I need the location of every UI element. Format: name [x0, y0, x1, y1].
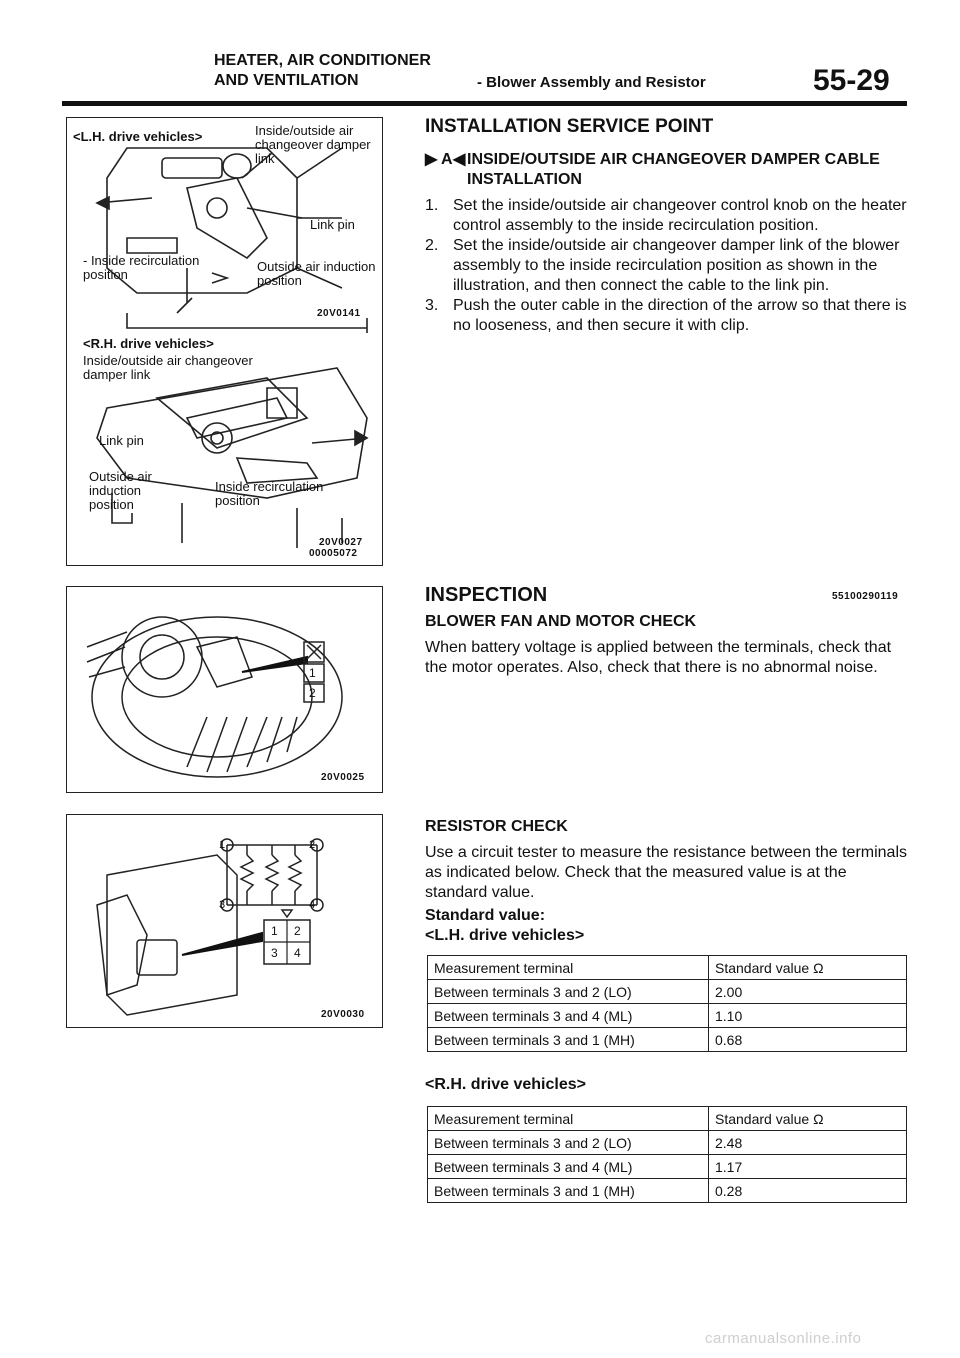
lh-resistance-table — [427, 955, 907, 1052]
figure-code: 00005072 — [309, 548, 358, 559]
terminal-cell: Between terminals 3 and 2 (LO) — [428, 1131, 709, 1155]
col-value-header: Standard value Ω — [709, 956, 907, 980]
blower-terminal-2: 2 — [309, 686, 316, 700]
rewind-icon: ◀ — [453, 151, 466, 168]
value-cell: 1.10 — [709, 1004, 907, 1028]
rh-figure-code: 20V0027 — [319, 537, 363, 548]
lh-inside-recirc-label: - Inside recirculation position — [83, 253, 200, 282]
installation-title: INSTALLATION SERVICE POINT — [425, 116, 714, 137]
installation-step-3: 3. Push the outer cable in the direction of the arrow so that there is no looseness, and then secure it with clip. — [425, 297, 907, 334]
section-title-line2: AND VENTILATION — [214, 72, 359, 89]
rh-outside-air-label: Outside air induction position — [89, 469, 152, 512]
lh-outside-air-label: Outside air induction position — [257, 259, 376, 288]
terminal-cell: Between terminals 3 and 4 (ML) — [428, 1004, 709, 1028]
rh-resistance-table — [427, 1106, 907, 1203]
lh-damper-link-label: Inside/outside air changeover damper link — [255, 123, 371, 166]
installation-subtitle-text: INSIDE/OUTSIDE AIR CHANGEOVER DAMPER CABLE INSTALLATION — [467, 151, 880, 188]
blower-check-text: When battery voltage is applied between the terminals, check that the motor operates. Also, check that there is no abnormal noise. — [425, 639, 892, 676]
col-terminal-header: Measurement terminal — [428, 956, 709, 980]
lh-drive-label: <L.H. drive vehicles> — [73, 129, 203, 144]
blower-motor-figure — [66, 586, 383, 793]
inspection-title: INSPECTION — [425, 584, 548, 606]
terminal-cell: Between terminals 3 and 1 (MH) — [428, 1179, 709, 1203]
resistor-pin-1: 1 — [271, 924, 278, 938]
resistor-node-1: 1 — [219, 839, 226, 851]
section-title: HEATER, AIR CONDITIONER — [214, 52, 431, 69]
rh-inside-recirc-label: Inside recirculation position — [215, 479, 324, 508]
table-row — [428, 980, 907, 1004]
resistor-figure — [66, 814, 383, 1028]
resistor-node-2: 2 — [309, 839, 316, 851]
blower-motor-drawing — [67, 587, 382, 792]
col-value-header: Standard value Ω — [709, 1107, 907, 1131]
rh-drive-label: <R.H. drive vehicles> — [83, 336, 214, 351]
resistor-pin-2: 2 — [294, 924, 301, 938]
resistor-pin-3: 3 — [271, 946, 278, 960]
table-row — [428, 1004, 907, 1028]
terminal-cell: Between terminals 3 and 4 (ML) — [428, 1155, 709, 1179]
value-cell: 1.17 — [709, 1155, 907, 1179]
blower-terminal-1: 1 — [309, 666, 316, 680]
inspection-code: 55100290119 — [832, 591, 899, 602]
installation-subtitle — [425, 150, 910, 190]
col-terminal-header: Measurement terminal — [428, 1107, 709, 1131]
resistor-pin-4: 4 — [294, 946, 301, 960]
subsection-title: - Blower Assembly and Resistor — [477, 74, 706, 91]
value-cell: 2.48 — [709, 1131, 907, 1155]
table-row — [428, 1179, 907, 1203]
resistor-check-title: RESISTOR CHECK — [425, 818, 568, 835]
blower-figure-code: 20V0025 — [321, 772, 365, 783]
table-row — [428, 1131, 907, 1155]
resistor-figure-code: 20V0030 — [321, 1009, 365, 1020]
value-cell: 0.68 — [709, 1028, 907, 1052]
value-cell: 0.28 — [709, 1179, 907, 1203]
service-point-marker: A — [441, 151, 453, 168]
rh-link-pin-label: Link pin — [99, 433, 144, 448]
installation-step-1: 1. Set the inside/outside air changeover control knob on the heater control assembly to the inside recirculation position. — [425, 197, 907, 234]
resistor-node-3: 3 — [219, 899, 226, 911]
header-rule — [62, 101, 907, 106]
lh-figure-code: 20V0141 — [317, 308, 361, 319]
value-cell: 2.00 — [709, 980, 907, 1004]
lh-table-label: <L.H. drive vehicles> — [425, 927, 585, 944]
installation-steps — [425, 196, 910, 336]
damper-link-figure — [66, 117, 383, 566]
watermark: carmanualsonline.info — [705, 1330, 862, 1347]
installation-step-2: 2. Set the inside/outside air changeover damper link of the blower assembly to the inside recirculation position as shown in the illustration, and then connect the cable to the link pin. — [425, 237, 900, 294]
blower-check-title: BLOWER FAN AND MOTOR CHECK — [425, 613, 697, 630]
table-row — [428, 1155, 907, 1179]
lh-link-pin-label: Link pin — [310, 217, 355, 232]
resistor-node-4: 4 — [309, 899, 316, 911]
resistor-check-text: Use a circuit tester to measure the resistance between the terminals as indicated below. Check that the measured value is at the standard value. — [425, 844, 907, 901]
table-header-row — [428, 956, 907, 980]
standard-value-label: Standard value: — [425, 907, 546, 924]
rh-table-label: <R.H. drive vehicles> — [425, 1076, 586, 1093]
table-row — [428, 1028, 907, 1052]
terminal-cell: Between terminals 3 and 1 (MH) — [428, 1028, 709, 1052]
terminal-cell: Between terminals 3 and 2 (LO) — [428, 980, 709, 1004]
rh-damper-link-label: Inside/outside air changeover damper link — [83, 353, 253, 382]
table-header-row — [428, 1107, 907, 1131]
page-number: 55-29 — [813, 64, 890, 97]
play-icon: ▶ — [425, 151, 438, 168]
